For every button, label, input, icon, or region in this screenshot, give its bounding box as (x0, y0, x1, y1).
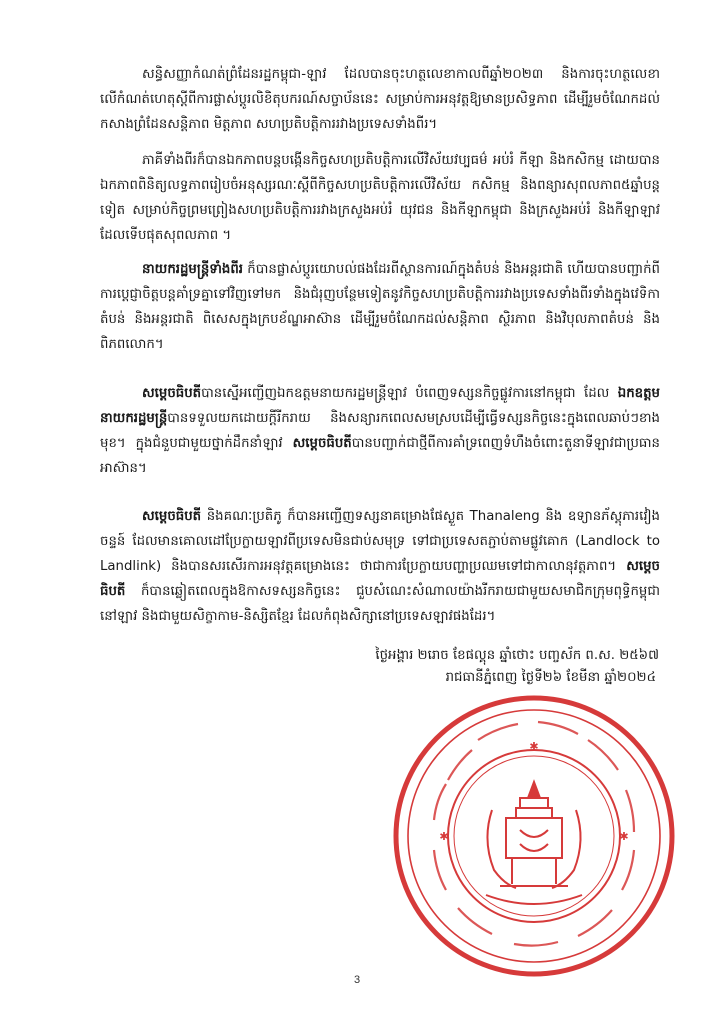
paragraph-4 (100, 381, 660, 481)
paragraph-4-text-3: បានបញ្ជាក់ជាថ្មីពីការគាំទ្រពេញទំហឹងចំពោះតួនាទីឡាវជាប្រធានអាស៊ាន។ (100, 436, 660, 476)
paragraph-4-bold-1: សម្តេចធិបតី (142, 386, 202, 401)
paragraph-2-text: ភាគីទាំងពីរក៏បានឯកភាពបន្តបង្កើនកិច្ចសហប្រតិបត្តិការលើវិស័យវប្បធម៌ អប់រំ កីឡា និងកសិកម្ម ដោយបានឯកភាពពិនិត្យលទ្ធភាពរៀបចំអនុស្សរណៈស្តីពីកិច្ចសហប្រតិបត្តិការលើវិស័យ កសិកម្ម និងពន្យារសុពលភាព៥ឆ្នាំបន្តទៀត សម្រាប់កិច្ចព្រមព្រៀងសហប្រតិបត្តិការរវាងក្រសួងអប់រំ យុវជន និងកីឡាកម្ពុជា និងក្រសួងអប់រំ និងកីឡាឡាវដែលទើបផុតសុពលភាព ។ (100, 153, 660, 243)
paragraph-1-text: សន្ធិសញ្ញាកំណត់ព្រំដែនរដ្ឋកម្ពុជា-ឡាវ ដែលបានចុះហត្ថលេខាកាលពីឆ្នាំ២០២៣ និងការចុះហត្ថលេខាលើកំណត់ហេតុស្តីពីការផ្លាស់ប្តូរលិខិតុបករណ៍សច្ចាប័ននេះ សម្រាប់ការអនុវត្តឱ្យមានប្រសិទ្ធភាព ដើម្បីរួមចំណែកដល់កសាងព្រំដែនសន្តិភាព មិត្តភាព សហប្រតិបត្តិការរវាងប្រទេសទាំងពីរ។ (100, 67, 660, 132)
paragraph-3-text: ក៏បានផ្លាស់ប្តូរយោបល់ផងដែរពីស្ថានការណ៍ក្នុងតំបន់ និងអន្តរជាតិ ហើយបានបញ្ជាក់ពីការប្តេជ្ញាចិត្តបន្តគាំទ្រគ្នាទៅវិញទៅមក និងជំរុញបន្ថែមទៀតនូវកិច្ចសហប្រតិបត្តិការរវាងប្រទេសទាំងពីរទាំងក្នុងវេទិកាតំបន់ និងអន្តរជាតិ ពិសេសក្នុងក្របខ័ណ្ឌអាស៊ាន ដើម្បីរួមចំណែកដល់សន្តិភាព ស្ថិរភាព និងវិបុលភាពតំបន់ និងពិភពលោក។ (100, 262, 660, 352)
official-seal-icon (388, 690, 680, 982)
paragraph-5-bold-2: សម្តេចធិបតី (100, 559, 660, 599)
paragraph-4-bold-3: សម្តេចធិបតី (292, 436, 352, 451)
paragraph-4-bold-2: ឯកឧត្តមនាយករដ្ឋមន្ត្រី (100, 386, 660, 426)
date-solar: រាជធានីភ្នំពេញ ថ្ងៃទី២៦ ខែមីនា ឆ្នាំ២០២៤ (445, 670, 656, 685)
paragraph-5-text-1: និងគណៈប្រតិភូ ក៏បានអញ្ជើញទស្សនាគម្រោងផែស្ងួត Thanaleng និង ឧទ្យានភ័ស្តុភារវៀងចន្ទន៍ ដែលមានគោលដៅប្រែក្លាយឡាវពីប្រទេសមិនជាប់សមុទ្រ ទៅជាប្រទេសតភ្ជាប់តាមផ្លូវគោក (Landlock to Landlink) និងបានសរសើរការអនុវត្តគម្រោងនេះ ថាជាការប្រែក្លាយបញ្ហាប្រឈមទៅជាកាលានុវត្តភាព។ (100, 509, 660, 574)
paragraph-5-bold-1: សម្តេចធិបតី (142, 509, 202, 524)
paragraph-1 (100, 62, 660, 137)
paragraph-5-text-2: ក៏បានឆ្លៀតពេលក្នុងឱកាសទស្សនកិច្ចនេះ ជួបសំណេះសំណាលយ៉ាងរីករាយជាមួយសមាជិកក្រុមពុទ្ធិកម្ពុជានៅឡាវ និងជាមួយសិក្ខាកាម-និស្សិតខ្មែរ ដែលកំពុងសិក្សានៅប្រទេសឡាវផងដែរ។ (100, 584, 660, 624)
paragraph-2 (100, 148, 660, 248)
page-number: 3 (353, 974, 361, 986)
svg-text:✱: ✱ (439, 830, 449, 843)
paragraph-4-text-2: បានទទួលយកដោយក្តីរីករាយ និងសន្យារកពេលសមស្របដើម្បីធ្វើទស្សនកិច្ចនេះក្នុងពេលឆាប់ៗខាងមុខ។ ក្នុងជំនួបជាមួយថ្នាក់ដឹកនាំឡាវ (100, 411, 660, 451)
paragraph-4-text-1: បានស្នើអញ្ជើញឯកឧត្តមនាយករដ្ឋមន្ត្រីឡាវ បំពេញទស្សនកិច្ចផ្លូវការនៅកម្ពុជា ដែល (201, 386, 618, 401)
paragraph-5 (100, 504, 660, 629)
paragraph-3-bold-lead: នាយករដ្ឋមន្ត្រីទាំងពីរ (142, 262, 244, 277)
paragraph-3 (100, 257, 660, 357)
svg-text:✱: ✱ (529, 740, 539, 753)
date-lunar: ថ្ងៃអង្គារ ២រោច ខែផល្គុន ឆ្នាំថោះ បញ្ចស័ក ព.ស. ២៥៦៧ (375, 648, 659, 663)
svg-text:✱: ✱ (619, 830, 629, 843)
